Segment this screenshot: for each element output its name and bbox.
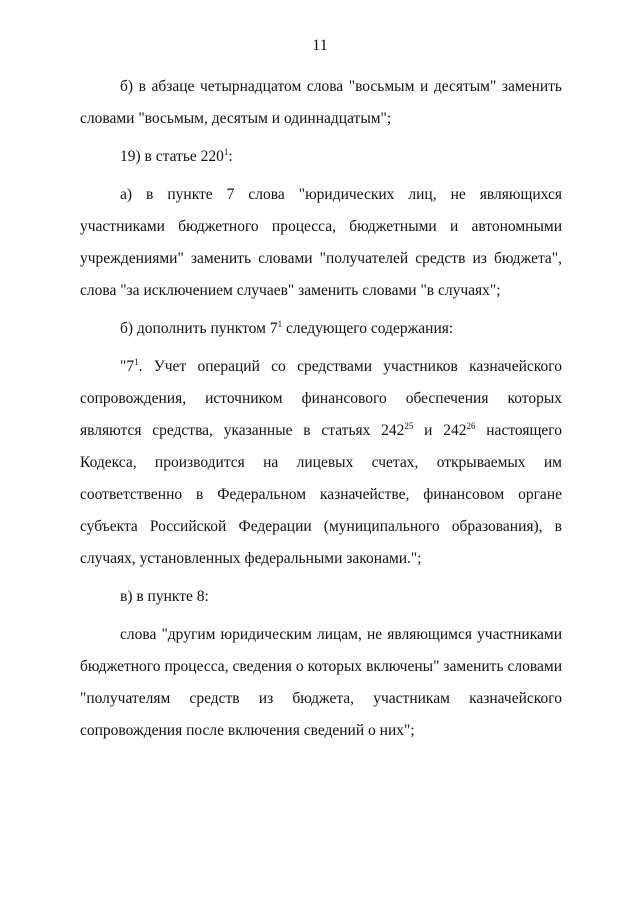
paragraph-p6	[80, 581, 562, 613]
text-run: а) в пункте 7 слова "юридических лиц, не являющихся участниками бюджетного процесса, бюджетными и автономными учреждениями" заменить словами "получателей средств из бюджета", слова "за исключением случаев" заменить словами "в случаях";	[80, 186, 562, 299]
superscript: 25	[404, 420, 414, 431]
text-run: б) дополнить пунктом 7	[120, 320, 278, 337]
superscript: 26	[466, 420, 476, 431]
paragraph-p7	[80, 619, 562, 747]
superscript: 1	[223, 146, 229, 157]
text-run: . Учет операций со средствами участников казначейского сопровождения, источником финансового обеспечения которых являются средства, указанные в статьях 242	[80, 358, 562, 439]
body-text	[80, 71, 562, 747]
superscript: 1	[134, 356, 139, 367]
text-run: б) в абзаце четырнадцатом слова "восьмым и десятым" заменить словами "восьмым, десятым и одиннадцатым";	[80, 78, 562, 127]
text-run: в) в пункте 8:	[120, 588, 209, 605]
paragraph-p2	[80, 141, 562, 173]
text-run: слова "другим юридическим лицам, не являющимся участниками бюджетного процесса, сведения о которых включены" заменить словами "получателям средств из бюджета, участникам казначейского сопровождения после включения сведений о них";	[80, 626, 562, 739]
paragraph-p3	[80, 179, 562, 307]
paragraph-p4	[80, 313, 562, 345]
text-run: следующего содержания:	[282, 320, 454, 337]
page-number: 11	[312, 37, 328, 54]
text-run: настоящего Кодекса, производится на лицевых счетах, открываемых им соответственно в Федеральном казначействе, финансовом органе субъекта Российской Федерации (муниципального образования), в случаях, установленных федеральными законами.";	[80, 422, 563, 567]
text-run: и 242	[413, 422, 467, 439]
paragraph-p5	[80, 351, 562, 575]
superscript: 1	[277, 318, 283, 329]
text-run: 19) в статье 220	[120, 148, 224, 165]
paragraph-p1	[80, 71, 562, 135]
text-run: :	[228, 148, 233, 165]
text-run: "7	[120, 358, 135, 375]
